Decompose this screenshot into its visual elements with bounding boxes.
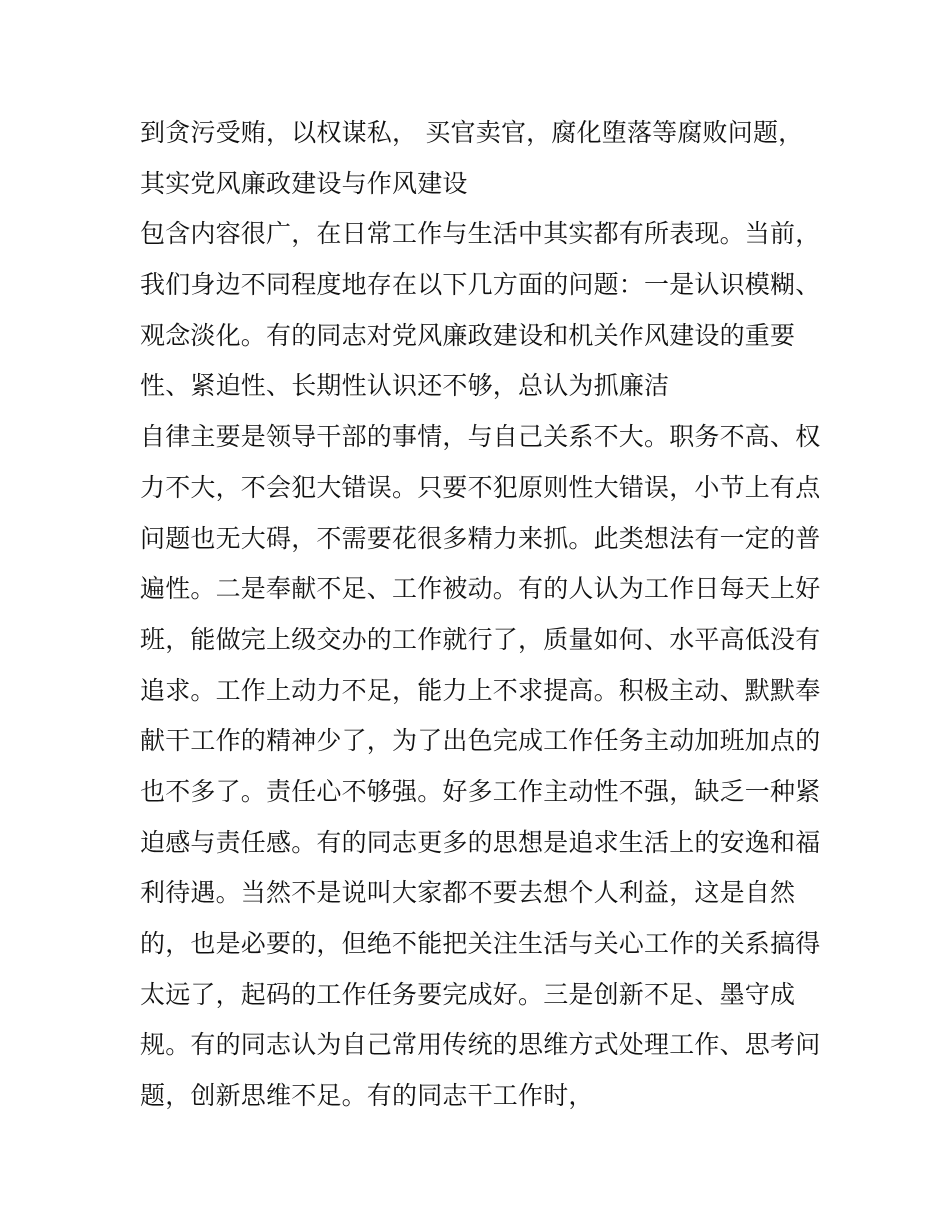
- text-line: 太远了，起码的工作任务要完成好。三是创新不足、墨守成: [140, 979, 796, 1009]
- text-line: 规。有的同志认为自己常用传统的思维方式处理工作、思考问: [140, 1030, 821, 1060]
- text-line: 问题也无大碍，不需要花很多精力来抓。此类想法有一定的普: [140, 523, 821, 553]
- text-line: 到贪污受贿，以权谋私， 买官卖官，腐化堕落等腐败问题，: [140, 118, 804, 147]
- text-line: 自律主要是领导干部的事情，与自己关系不大。职务不高、权: [140, 422, 821, 452]
- text-line: 班，能做完上级交办的工作就行了，质量如何、水平高低没有: [140, 624, 821, 654]
- text-line: 观念淡化。有的同志对党风廉政建设和机关作风建设的重要: [140, 320, 796, 350]
- text-line: 追求。工作上动力不足，能力上不求提高。积极主动、默默奉: [140, 675, 821, 705]
- text-line: 题，创新思维不足。有的同志干工作时，: [140, 1081, 594, 1111]
- body-text: [140, 108, 830, 1122]
- text-line: 也不多了。责任心不够强。好多工作主动性不强，缺乏一种紧: [140, 776, 821, 806]
- text-line: 利待遇。当然不是说叫大家都不要去想个人利益，这是自然: [140, 878, 796, 908]
- text-line: 力不大，不会犯大错误。只要不犯原则性大错误，小节上有点: [140, 472, 821, 502]
- text-line: 献干工作的精神少了，为了出色完成工作任务主动加班加点的: [140, 726, 821, 756]
- text-line: 其实党风廉政建设与作风建设: [140, 168, 468, 198]
- text-line: 我们身边不同程度地存在以下几方面的问题：一是认识模糊、: [140, 270, 821, 300]
- text-line: 包含内容很广，在日常工作与生活中其实都有所表现。当前，: [140, 219, 821, 249]
- text-line: 性、紧迫性、长期性认识还不够，总认为抓廉洁: [140, 371, 670, 401]
- text-line: 遍性。二是奉献不足、工作被动。有的人认为工作日每天上好: [140, 574, 821, 604]
- text-line: 的，也是必要的，但绝不能把关注生活与关心工作的关系搞得: [140, 929, 821, 958]
- text-line: 迫感与责任感。有的同志更多的思想是追求生活上的安逸和福: [140, 827, 821, 857]
